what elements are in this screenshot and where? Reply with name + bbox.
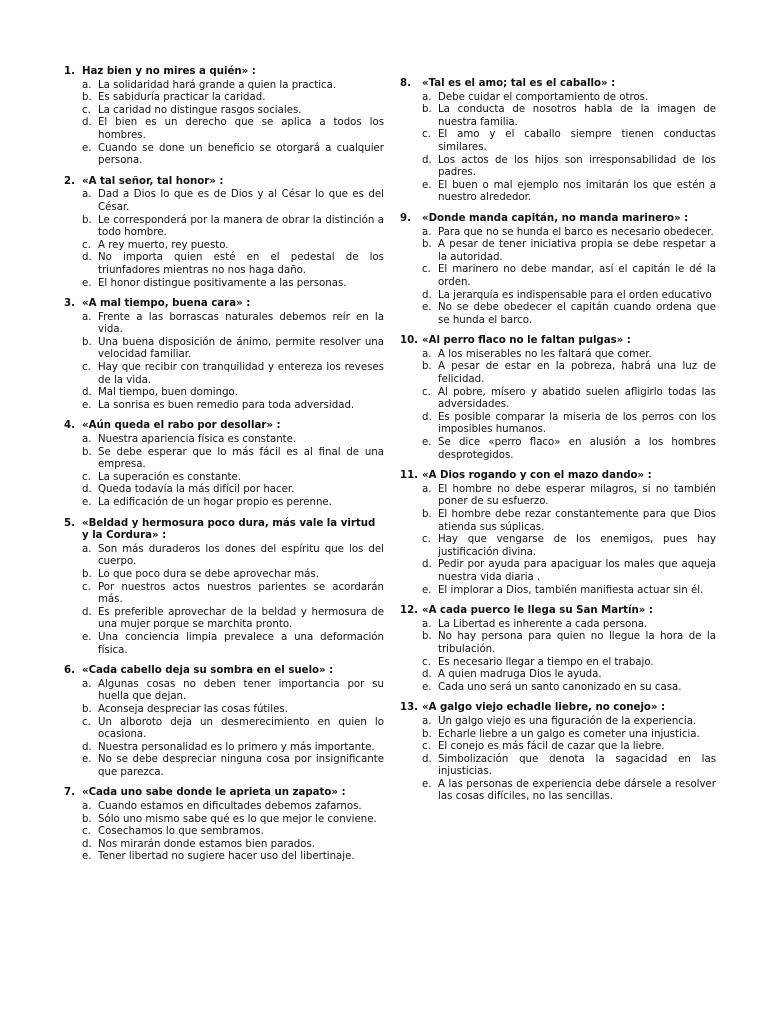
option-text: Hay que vengarse de los enemigos, pues hay justificación divina. <box>438 534 716 558</box>
option-letter: b. <box>422 104 432 116</box>
option-letter: a. <box>422 483 432 495</box>
option-text: Tener libertad no sugiere hacer uso del libertinaje. <box>98 851 355 863</box>
answer-option <box>62 569 384 582</box>
option-text: Frente a las borrascas naturales debemos reír en la vida. <box>98 311 384 336</box>
answer-option <box>398 585 716 598</box>
option-text: A los miserables no les faltará que comer. <box>438 348 652 360</box>
answer-option <box>398 361 716 386</box>
answer-option <box>398 129 716 154</box>
question-number: 5. <box>64 517 75 529</box>
option-text: Sólo uno mismo sabe qué es lo que mejor le conviene. <box>98 813 377 825</box>
answer-option <box>62 312 384 337</box>
answer-option <box>62 497 384 510</box>
option-letter: a. <box>82 543 92 555</box>
option-letter: b. <box>82 336 92 348</box>
option-letter: e. <box>82 399 92 411</box>
option-text: Mal tiempo, buen domingo. <box>98 387 238 399</box>
option-text: A pesar de tener iniciativa propia se debe respetar a la autoridad. <box>438 239 716 263</box>
question-title: «A mal tiempo, buena cara» : <box>82 298 251 310</box>
option-text: Son más duraderos los dones del espíritu que los del cuerpo. <box>98 543 384 568</box>
option-text: A quien madruga Dios le ayuda. <box>438 669 602 681</box>
option-text: Al pobre, mísero y abatido suelen afligirlo todas las adversidades. <box>438 386 716 411</box>
answer-option <box>398 412 716 437</box>
option-letter: a. <box>82 801 92 813</box>
question-number: 2. <box>64 175 75 187</box>
answer-option <box>62 582 384 607</box>
question-heading <box>62 66 384 79</box>
option-letter: e. <box>82 631 92 643</box>
answer-option <box>398 290 716 303</box>
option-text: El hombre no debe esperar milagros, si no también poner de su esfuerzo. <box>438 483 716 508</box>
option-letter: d. <box>82 484 92 496</box>
option-letter: d. <box>82 252 92 264</box>
option-text: Cada uno será un santo canonizado en su casa. <box>438 681 682 693</box>
question-block <box>398 470 716 597</box>
question-title: «A galgo viejo echadle liebre, no conejo» : <box>422 702 666 714</box>
option-text: No se debe despreciar ninguna cosa por insignificante que parezca. <box>98 754 384 778</box>
answer-option <box>62 143 384 168</box>
option-letter: a. <box>422 91 432 103</box>
option-letter: d. <box>82 838 92 850</box>
option-text: Cuando se done un beneficio se otorgará a cualquier persona. <box>98 142 384 167</box>
option-letter: a. <box>82 678 92 690</box>
option-text: Le corresponderá por la manera de obrar la distinción a todo hombre. <box>98 214 384 239</box>
question-number: 10. <box>400 335 419 347</box>
question-number: 1. <box>64 66 75 77</box>
option-letter: c. <box>82 581 91 593</box>
option-text: Es posible comparar la miseria de los perros con los imposibles humanos. <box>438 411 716 436</box>
option-letter: b. <box>422 728 432 740</box>
answer-option <box>398 716 716 729</box>
answer-option <box>62 240 384 253</box>
answer-option <box>62 632 384 657</box>
option-text: La solidaridad hará grande a quien la practica. <box>98 79 337 91</box>
option-text: Algunas cosas no deben tener importancia por su huella que dejan. <box>98 678 384 703</box>
option-text: El buen o mal ejemplo nos imitarán los que estén a nuestro alrededor. <box>438 179 716 204</box>
option-text: Los actos de los hijos son irresponsabilidad de los padres. <box>438 154 716 179</box>
answer-option <box>62 252 384 277</box>
option-list <box>62 544 384 657</box>
answer-option <box>398 180 716 205</box>
question-title: «Aún queda el rabo por desollar» : <box>82 420 281 432</box>
question-heading <box>398 213 716 226</box>
answer-option <box>398 239 716 264</box>
option-letter: b. <box>82 568 92 580</box>
option-letter: c. <box>82 471 91 483</box>
option-letter: a. <box>82 311 92 323</box>
option-letter: e. <box>82 497 92 508</box>
answer-option <box>398 741 716 754</box>
question-block <box>62 66 384 168</box>
option-text: El implorar a Dios, también manifiesta actuar sin él. <box>438 584 704 596</box>
option-letter: d. <box>422 669 432 681</box>
option-letter: e. <box>422 681 432 693</box>
answer-option <box>398 619 716 632</box>
question-block <box>398 213 716 327</box>
question-heading <box>62 176 384 189</box>
option-text: Dad a Dios lo que es de Dios y al César lo que es del César. <box>98 189 384 213</box>
option-text: No hay persona para quien no llegue la hora de la tribulación. <box>438 631 716 655</box>
answer-option <box>62 362 384 387</box>
answer-option <box>398 509 716 534</box>
answer-option <box>62 337 384 362</box>
option-text: Hay que recibir con tranquilidad y entereza los reveses de la vida. <box>98 362 384 386</box>
answer-option <box>62 814 384 827</box>
option-letter: a. <box>82 79 92 91</box>
answer-option <box>62 679 384 704</box>
option-text: A las personas de experiencia debe dársele a resolver las cosas difíciles, no las sencillas. <box>438 778 716 803</box>
option-letter: b. <box>82 446 92 458</box>
option-list <box>62 80 384 168</box>
option-letter: c. <box>422 534 431 546</box>
option-letter: d. <box>422 154 432 166</box>
option-text: El marinero no debe mandar, así el capitán le dé la orden. <box>438 264 716 288</box>
question-number: 7. <box>64 787 75 799</box>
answer-option <box>398 437 716 462</box>
question-block <box>62 518 384 658</box>
option-text: Lo que poco dura se debe aprovechar más. <box>98 568 319 580</box>
option-text: Una buena disposición de ánimo, permite resolver una velocidad familiar. <box>98 336 384 361</box>
option-letter: c. <box>422 656 431 668</box>
option-list <box>62 801 384 864</box>
option-letter: d. <box>82 606 92 618</box>
option-letter: e. <box>82 851 92 863</box>
answer-option <box>62 742 384 755</box>
option-list <box>398 92 716 205</box>
option-text: La jerarquía es indispensable para el orden educativo <box>438 289 712 301</box>
option-letter: b. <box>82 703 92 715</box>
answer-option <box>398 682 716 695</box>
option-text: A rey muerto, rey puesto. <box>98 239 229 251</box>
option-text: Cosechamos lo que sembramos. <box>98 826 264 838</box>
option-text: Queda todavía la más difícil por hacer. <box>98 484 295 496</box>
question-title: «Cada uno sabe donde le aprieta un zapato» : <box>82 787 346 799</box>
question-block <box>62 298 384 412</box>
option-letter: c. <box>82 104 91 116</box>
option-text: La caridad no distingue rasgos sociales. <box>98 104 302 116</box>
answer-option <box>398 534 716 559</box>
answer-option <box>398 104 716 129</box>
option-text: Es necesario llegar a tiempo en el trabajo. <box>438 656 654 668</box>
option-letter: a. <box>422 618 432 630</box>
question-number: 3. <box>64 298 75 310</box>
question-number: 6. <box>64 665 75 677</box>
answer-option <box>62 484 384 497</box>
answer-option <box>62 80 384 93</box>
option-text: Es preferible aprovechar de la beldad y hermosura de una mujer porque se marchita pronto. <box>98 606 384 631</box>
option-letter: e. <box>422 437 432 449</box>
question-heading <box>398 702 716 715</box>
question-heading <box>398 78 716 91</box>
option-letter: c. <box>422 741 431 753</box>
right-column <box>398 78 716 812</box>
option-letter: c. <box>422 264 431 276</box>
question-title: Haz bien y no mires a quién» : <box>82 66 256 77</box>
answer-option <box>62 278 384 291</box>
question-block <box>398 78 716 205</box>
answer-option <box>398 559 716 584</box>
option-text: Debe cuidar el comportamiento de otros. <box>438 91 649 103</box>
option-text: Aconseja despreciar las cosas fútiles. <box>98 703 288 715</box>
question-heading <box>62 420 384 433</box>
option-letter: a. <box>422 715 432 727</box>
answer-option <box>62 400 384 413</box>
option-text: El amo y el caballo siempre tienen conductas similares. <box>438 129 716 153</box>
answer-option <box>62 704 384 717</box>
option-text: Un galgo viejo es una figuración de la experiencia. <box>438 715 697 727</box>
option-text: Nuestra apariencia física es constante. <box>98 434 297 446</box>
question-heading <box>62 518 384 543</box>
option-text: La Libertad es inherente a cada persona. <box>438 618 648 630</box>
option-text: El honor distingue positivamente a las personas. <box>98 277 347 289</box>
question-number: 9. <box>400 212 411 224</box>
answer-option <box>62 92 384 105</box>
option-text: Cuando estamos en dificultades debemos zafarnos. <box>98 801 362 813</box>
option-letter: e. <box>422 584 432 596</box>
option-list <box>62 189 384 290</box>
answer-option <box>398 729 716 742</box>
question-title: «Al perro flaco no le faltan pulgas» : <box>422 335 631 347</box>
option-letter: a. <box>82 189 92 201</box>
option-list <box>398 716 716 804</box>
question-title: «A Dios rogando y con el mazo dando» : <box>422 470 652 482</box>
question-block <box>62 176 384 290</box>
option-letter: d. <box>82 117 92 129</box>
question-heading <box>398 335 716 348</box>
option-text: Nuestra personalidad es lo primero y más importante. <box>98 741 375 753</box>
answer-option <box>62 472 384 485</box>
answer-option <box>398 349 716 362</box>
question-title: «A tal señor, tal honor» : <box>82 175 224 187</box>
answer-option <box>398 92 716 105</box>
answer-option <box>62 839 384 852</box>
question-block <box>62 420 384 509</box>
answer-option <box>62 754 384 779</box>
question-title: «Tal es el amo; tal es el caballo» : <box>422 78 616 89</box>
option-letter: e. <box>422 179 432 191</box>
question-number: 12. <box>400 605 419 617</box>
option-letter: b. <box>422 631 432 643</box>
option-text: No se debe obedecer el capitán cuando ordena que se hunda el barco. <box>438 302 716 326</box>
answer-option <box>62 117 384 142</box>
option-text: El bien es un derecho que se aplica a todos los hombres. <box>98 117 384 141</box>
option-letter: d. <box>422 289 432 301</box>
answer-option <box>62 105 384 118</box>
question-block <box>62 787 384 864</box>
option-text: A pesar de estar en la pobreza, habrá una luz de felicidad. <box>438 361 716 386</box>
answer-option <box>398 779 716 804</box>
question-number: 13. <box>400 702 419 714</box>
option-text: Pedir por ayuda para apaciguar los males que aqueja nuestra vida diaria . <box>438 559 716 583</box>
option-text: Echarle liebre a un galgo es cometer una injusticia. <box>438 728 700 740</box>
option-letter: d. <box>82 741 92 753</box>
option-letter: d. <box>422 411 432 423</box>
option-text: Se debe esperar que lo más fácil es al final de una empresa. <box>98 446 384 471</box>
option-letter: e. <box>82 277 92 289</box>
option-list <box>62 434 384 510</box>
question-number: 11. <box>400 470 419 482</box>
option-letter: b. <box>422 239 432 251</box>
question-block <box>62 665 384 779</box>
option-text: Es sabiduría practicar la caridad. <box>98 92 266 104</box>
option-text: Nos mirarán donde estamos bien parados. <box>98 838 316 850</box>
question-title: «Beldad y hermosura poco dura, más vale la virtud y la Cordura» : <box>82 517 376 542</box>
answer-option <box>398 669 716 682</box>
question-title: «Donde manda capitán, no manda marinero» : <box>422 212 689 224</box>
answer-option <box>62 215 384 240</box>
answer-option <box>398 155 716 180</box>
answer-option <box>62 717 384 742</box>
answer-option <box>398 387 716 412</box>
option-text: La superación es constante. <box>98 471 242 483</box>
option-letter: d. <box>82 387 92 399</box>
option-text: El conejo es más fácil de cazar que la liebre. <box>438 741 665 753</box>
option-letter: c. <box>82 826 91 838</box>
option-text: Por nuestros actos nuestros parientes se acordarán más. <box>98 581 384 606</box>
option-text: Se dice «perro flaco» en alusión a los hombres desprotegidos. <box>438 437 716 461</box>
question-title: «A cada puerco le llega su San Martín» : <box>422 605 653 617</box>
option-list <box>62 679 384 780</box>
answer-option <box>398 227 716 240</box>
answer-option <box>398 754 716 779</box>
option-letter: b. <box>422 509 432 520</box>
question-block <box>398 605 716 694</box>
option-letter: b. <box>422 361 432 373</box>
question-heading <box>62 665 384 678</box>
question-heading <box>398 605 716 618</box>
option-letter: e. <box>82 754 92 766</box>
option-text: La edificación de un hogar propio es perenne. <box>98 497 332 508</box>
option-text: No importa quien esté en el pedestal de los triunfadores mientras no nos haga daño. <box>98 252 384 276</box>
left-column <box>62 66 384 872</box>
answer-option <box>62 434 384 447</box>
option-letter: a. <box>422 348 432 360</box>
question-number: 4. <box>64 420 75 432</box>
option-letter: e. <box>422 778 432 790</box>
option-text: Simbolización que denota la sagacidad en las injusticias. <box>438 753 716 778</box>
question-heading <box>62 787 384 800</box>
question-block <box>398 702 716 804</box>
option-text: La conducta de nosotros habla de la imagen de nuestra familia. <box>438 104 716 128</box>
answer-option <box>398 264 716 289</box>
question-heading <box>62 298 384 311</box>
option-letter: b. <box>82 214 92 226</box>
answer-option <box>62 447 384 472</box>
option-letter: c. <box>82 362 91 374</box>
answer-option <box>62 189 384 214</box>
option-text: La sonrisa es buen remedio para toda adversidad. <box>98 399 355 411</box>
option-text: Para que no se hunda el barco es necesario obedecer. <box>438 226 714 238</box>
question-number: 8. <box>400 78 411 89</box>
question-block <box>398 335 716 462</box>
answer-option <box>398 657 716 670</box>
option-list <box>398 484 716 597</box>
option-letter: b. <box>82 92 92 104</box>
option-letter: c. <box>82 239 91 251</box>
answer-option <box>398 302 716 327</box>
option-letter: e. <box>422 302 432 314</box>
option-letter: d. <box>422 753 432 765</box>
option-list <box>398 227 716 328</box>
option-list <box>62 312 384 413</box>
answer-option <box>62 544 384 569</box>
option-letter: d. <box>422 559 432 571</box>
option-text: El hombre debe rezar constantemente para que Dios atienda sus súplicas. <box>438 509 716 533</box>
answer-option <box>62 826 384 839</box>
option-letter: c. <box>422 129 431 141</box>
answer-option <box>62 851 384 864</box>
option-letter: c. <box>422 386 431 398</box>
answer-option <box>62 387 384 400</box>
question-title: «Cada cabello deja su sombra en el suelo» : <box>82 665 334 677</box>
option-letter: c. <box>82 716 91 728</box>
option-text: Una conciencia limpia prevalece a una deformación física. <box>98 631 384 656</box>
option-letter: a. <box>82 434 92 446</box>
option-list <box>398 349 716 462</box>
option-text: Un alboroto deja un desmerecimiento en quien lo ocasiona. <box>98 716 384 741</box>
option-list <box>398 619 716 695</box>
question-heading <box>398 470 716 483</box>
answer-option <box>62 801 384 814</box>
option-letter: e. <box>82 142 92 154</box>
option-letter: a. <box>422 226 432 238</box>
answer-option <box>62 607 384 632</box>
option-letter: b. <box>82 813 92 825</box>
answer-option <box>398 631 716 656</box>
answer-option <box>398 484 716 509</box>
